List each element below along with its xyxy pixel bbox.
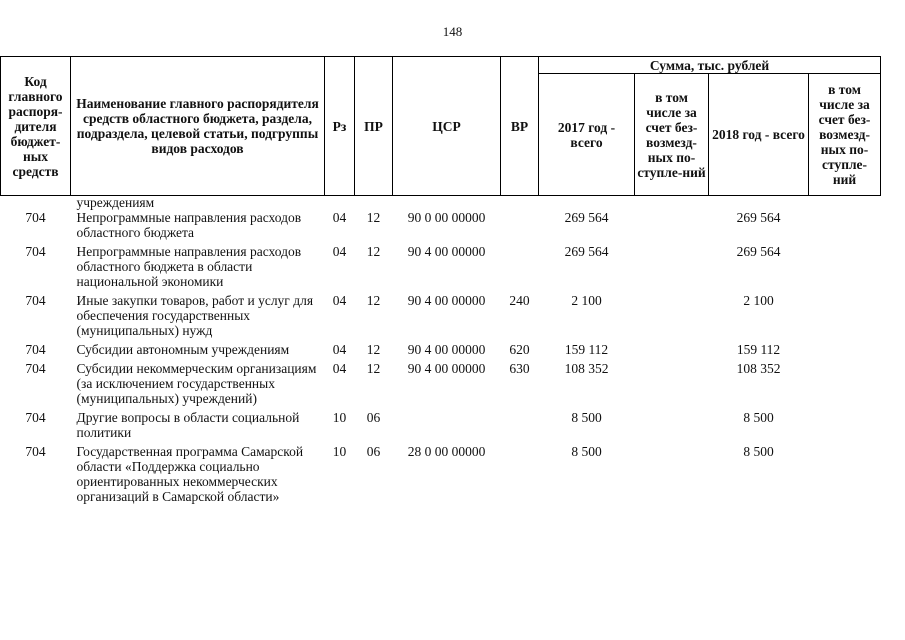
cell-rz: 04: [332, 244, 347, 259]
cell-vr: 240: [509, 293, 530, 308]
table-header: [1, 57, 881, 196]
cell-code: 704: [25, 210, 46, 225]
cell-rz: 04: [332, 210, 347, 225]
cell-2017-total: 8 500: [571, 410, 602, 425]
page-number: 148: [442, 24, 463, 39]
cell-2018-total: 2 100: [743, 293, 774, 308]
table-row: [1, 243, 881, 292]
cell-vr: [501, 443, 539, 507]
cell-2018-free: [809, 360, 881, 409]
cell-code: 704: [25, 342, 46, 357]
cell-code: 704: [25, 444, 46, 459]
cell-csr: [393, 409, 501, 443]
cell-pr: 12: [366, 244, 381, 259]
cell-code: 704: [25, 410, 46, 425]
cell-2018-total: 269 564: [736, 244, 781, 259]
cell-rz: 04: [332, 342, 347, 357]
cell-pr: 06: [366, 410, 381, 425]
cell-vr: [501, 409, 539, 443]
table-row: [1, 292, 881, 341]
table-row: [1, 409, 881, 443]
cell-2017-total: 159 112: [564, 342, 609, 357]
header-2018-free: в том числе за счет без-возмезд-ных по-ступле-ний: [809, 74, 881, 196]
cell-2018-free: [809, 292, 881, 341]
header-2017-total: 2017 год - всего: [539, 74, 635, 196]
cell-2017-total: 269 564: [564, 210, 609, 225]
cell-2018-free: [809, 409, 881, 443]
cell-csr: 90 4 00 00000: [407, 361, 486, 376]
cell-2017-free: [635, 243, 709, 292]
cell-vr: [501, 243, 539, 292]
continuation-row: [1, 196, 881, 210]
cell-2018-free: [809, 243, 881, 292]
cell-name: Иные закупки товаров, работ и услуг для обеспечения государственных (муниципальных) нужд: [76, 293, 314, 338]
cell-rz: 04: [332, 293, 347, 308]
cell-2017-free: [635, 443, 709, 507]
table-row: [1, 443, 881, 507]
cell-csr: 90 0 00 00000: [407, 210, 486, 225]
cell-name: Субсидии некоммерческим организациям (за исключением государственных (муниципальных) учреждений): [76, 361, 317, 406]
cell-csr: 90 4 00 00000: [407, 342, 486, 357]
cell-2017-free: [635, 360, 709, 409]
cell-2018-total: 159 112: [736, 342, 781, 357]
cell-vr: 620: [509, 342, 530, 357]
cell-2018-total: 8 500: [743, 410, 774, 425]
cell-rz: 10: [332, 444, 347, 459]
cell-csr: 28 0 00 00000: [407, 444, 486, 459]
cell-2017-free: [635, 409, 709, 443]
cell-name: Государственная программа Самарской области «Поддержка социально ориентированных некоммерческих организаций в Самарской области»: [76, 444, 304, 504]
cell-2017-total: 269 564: [564, 244, 609, 259]
table-row: [1, 360, 881, 409]
header-2017-free: в том числе за счет без-возмезд-ных по-ступле-ний: [635, 74, 709, 196]
cell-2017-total: 8 500: [571, 444, 602, 459]
cell-2018-total: 269 564: [736, 210, 781, 225]
cell-pr: 12: [366, 361, 381, 376]
table-row: [1, 341, 881, 360]
table-body: [1, 196, 881, 508]
header-vr: ВР: [501, 57, 539, 196]
cell-2017-free: [635, 341, 709, 360]
cell-2018-free: [809, 341, 881, 360]
cell-2018-total: 108 352: [736, 361, 781, 376]
header-name: Наименование главного распорядителя средств областного бюджета, раздела, подраздела, целевой статьи, подгруппы видов расходов: [71, 57, 325, 196]
cell-2017-total: 108 352: [564, 361, 609, 376]
table-row: [1, 209, 881, 243]
cell-vr: [501, 209, 539, 243]
cell-name: Субсидии автономным учреждениям: [76, 342, 290, 357]
continuation-text: учреждениям: [76, 195, 155, 210]
budget-table: [0, 56, 881, 507]
cell-pr: 12: [366, 210, 381, 225]
cell-code: 704: [25, 244, 46, 259]
header-code: Код главного распоря-дителя бюджет-ных средств: [1, 57, 71, 196]
cell-2018-free: [809, 209, 881, 243]
cell-csr: 90 4 00 00000: [407, 244, 486, 259]
cell-2017-total: 2 100: [571, 293, 602, 308]
header-csr: ЦСР: [393, 57, 501, 196]
cell-name: Другие вопросы в области социальной политики: [76, 410, 300, 440]
cell-2017-free: [635, 292, 709, 341]
cell-rz: 04: [332, 361, 347, 376]
cell-vr: 630: [509, 361, 530, 376]
cell-2018-total: 8 500: [743, 444, 774, 459]
cell-pr: 12: [366, 342, 381, 357]
cell-csr: 90 4 00 00000: [407, 293, 486, 308]
cell-code: 704: [25, 293, 46, 308]
cell-2017-free: [635, 209, 709, 243]
header-sum-group: Сумма, тыс. рублей: [539, 57, 881, 74]
cell-code: 704: [25, 361, 46, 376]
cell-pr: 12: [366, 293, 381, 308]
header-2018-total: 2018 год - всего: [709, 74, 809, 196]
cell-name: Непрограммные направления расходов областного бюджета: [76, 210, 302, 240]
cell-rz: 10: [332, 410, 347, 425]
cell-name: Непрограммные направления расходов областного бюджета в области национальной экономики: [76, 244, 302, 289]
header-rz: Рз: [325, 57, 355, 196]
cell-2018-free: [809, 443, 881, 507]
header-pr: ПР: [355, 57, 393, 196]
cell-pr: 06: [366, 444, 381, 459]
